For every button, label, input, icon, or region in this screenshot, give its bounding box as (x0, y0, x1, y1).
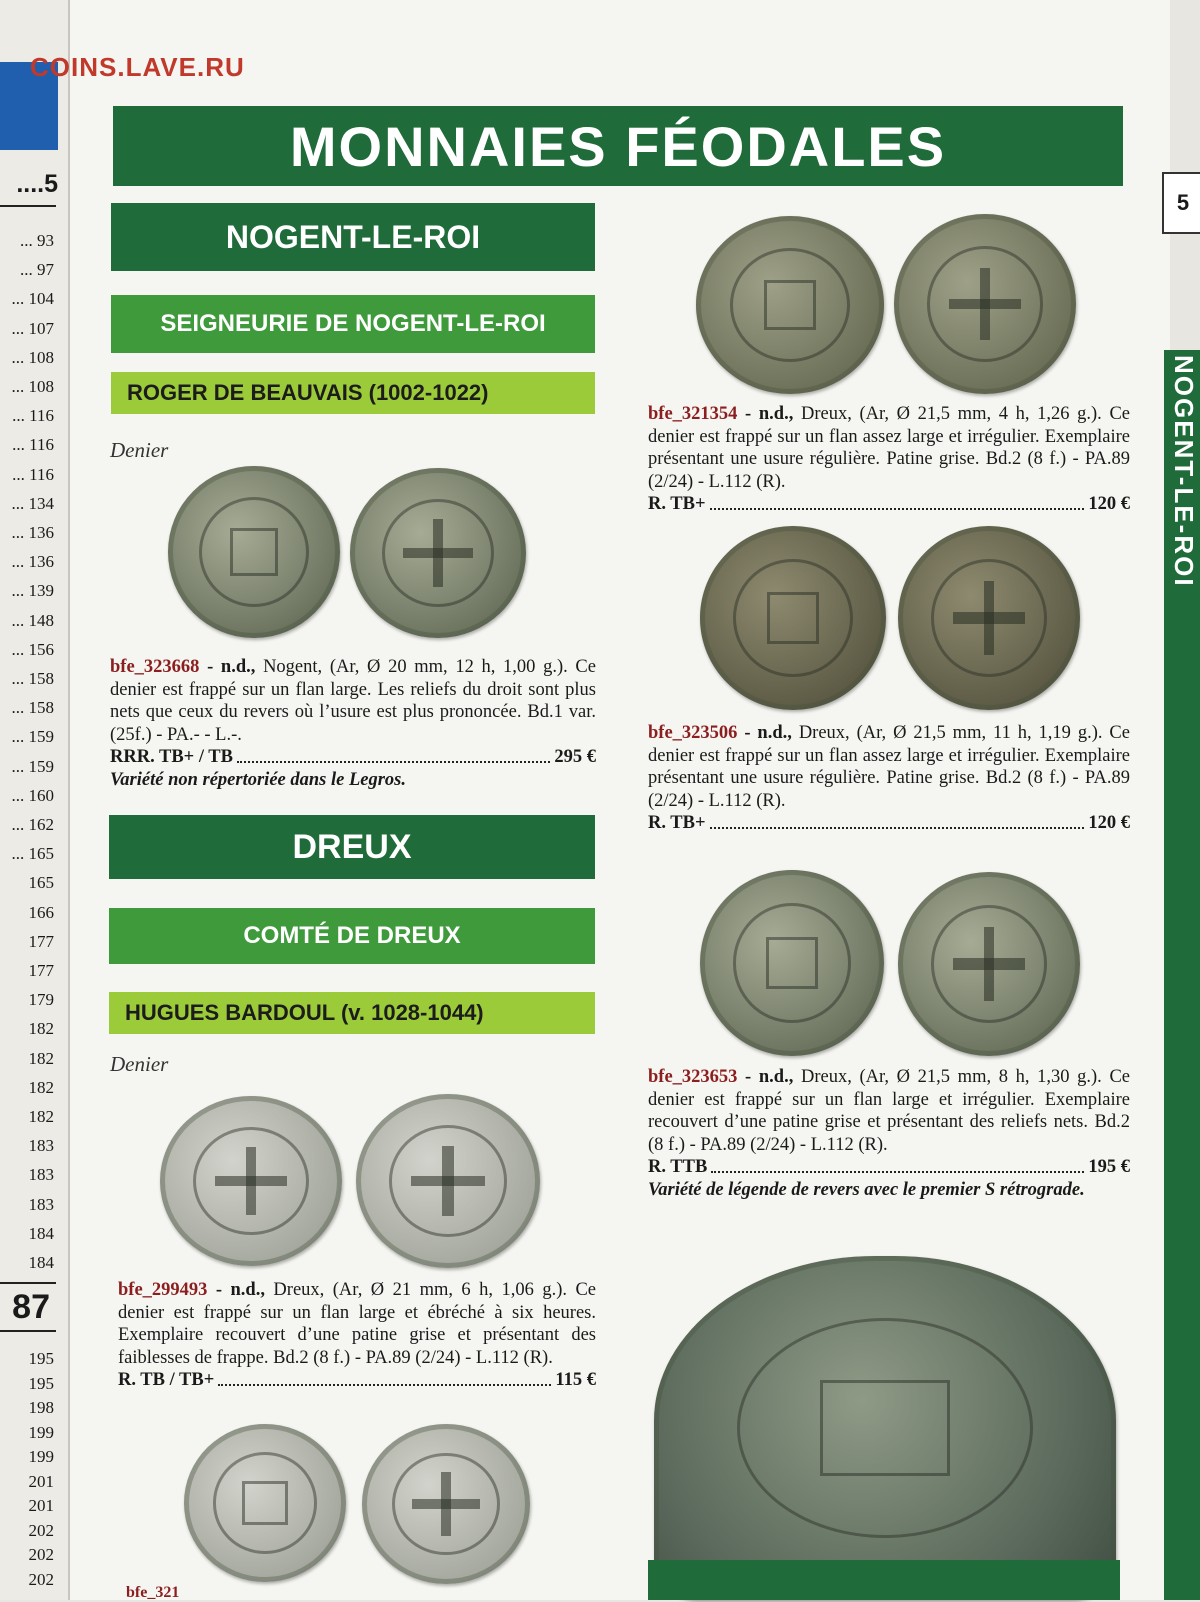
entry-description: Dreux, (Ar, Ø 21,5 mm, 4 h, 1,26 g.). Ce denier est frappé sur un flan assez large et irrégulier. Exemplaire présentant une usure régulière. Patine grise. Bd.2 (8 f.) - PA.89 (2/24) - L.112 (R). (648, 404, 1130, 492)
strip-page-number: ... 93 (20, 231, 54, 250)
catalogue-entry (648, 1066, 1130, 1201)
strip-page-number: ... 136 (11, 523, 54, 542)
strip-page-number: 182 (28, 1107, 54, 1126)
side-band-label: NOGENT-LE-ROI (1169, 355, 1199, 588)
ruler-heading-roger: ROGER DE BEAUVAIS (1002-1022) (111, 372, 595, 414)
strip-page-number: ... 108 (11, 377, 54, 396)
coin-reverse-image (356, 1094, 540, 1268)
price-line (118, 1369, 596, 1392)
strip-page-number: ... 158 (11, 669, 54, 688)
price-line (648, 812, 1130, 835)
lordship-heading-text: SEIGNEURIE DE NOGENT-LE-ROI (160, 310, 546, 337)
bottom-band (648, 1560, 1120, 1600)
catalogue-entry (648, 722, 1130, 835)
strip-page-number: ... 148 (11, 610, 54, 630)
catalogue-entry (110, 656, 596, 791)
entry-reference: bfe_323653 (648, 1067, 738, 1087)
entry-grade: R. TB+ (648, 813, 706, 833)
entry-description: Dreux, (Ar, Ø 21,5 mm, 11 h, 1,19 g.). Ce denier est frappé sur un flan assez large et irrégulier. Exemplaire présentant une usure régulière. Patine grise. Bd.2 (8 f.) - PA.89 (2/24) - L.112 (R). (648, 723, 1130, 811)
strip-page-number: 195 (28, 1373, 54, 1393)
strip-page-number: 165 (28, 873, 54, 893)
region-heading-text: DREUX (292, 827, 412, 866)
coin-obverse-image (700, 526, 886, 710)
strip-page-number: ... 116 (12, 464, 54, 484)
entry-description: Dreux, (Ar, Ø 21 mm, 6 h, 1,06 g.). Ce denier est frappé sur un flan large et ébréché à six heures. Exemplaire recouvert d’une patine grise et présentant des faiblesses de frappe. Bd.2 (8 f.) - PA.89 (2/24) - L.112 (R). (118, 1280, 596, 1368)
entry-grade: R. TB / TB+ (118, 1370, 215, 1390)
entry-description: Nogent, (Ar, Ø 20 mm, 12 h, 1,00 g.). Ce denier est frappé sur un flan large. Les reliefs du droit sont plus nets que ceux du revers où l’usure est plus prononcée. Bd.1 var. (25f.) - PA.- - L.-. (110, 657, 596, 745)
denomination-label: Denier (110, 438, 169, 462)
catalogue-entry (118, 1279, 596, 1392)
coin-obverse-image (168, 466, 340, 638)
coin-obverse-image (696, 216, 884, 394)
entry-date: - n.d., (737, 1067, 794, 1087)
page-title-bar (113, 106, 1123, 186)
coin-obverse-image (700, 870, 884, 1056)
region-heading-text: NOGENT-LE-ROI (225, 218, 481, 255)
strip-page-number: 184 (28, 1253, 54, 1272)
strip-page-number: ... 116 (12, 435, 54, 455)
denomination-label: Denier (110, 1052, 169, 1076)
watermark: COINS.LAVE.RU (30, 52, 245, 82)
strip-page-number: ... 156 (11, 639, 54, 659)
entry-reference: bfe_321354 (648, 404, 738, 424)
strip-rule (0, 1330, 56, 1332)
coin-obverse-image (160, 1096, 342, 1266)
strip-page-number: ... 159 (11, 727, 54, 747)
strip-page-number: 198 (28, 1398, 54, 1417)
strip-page-number: 182 (28, 1019, 54, 1039)
entry-price: 115 € (555, 1370, 596, 1390)
strip-page-number: 182 (28, 1048, 54, 1068)
coin-reverse-image (898, 872, 1080, 1056)
strip-big-number: 87 (12, 1288, 50, 1326)
coin-reverse-image (362, 1424, 530, 1584)
strip-page-number: 199 (28, 1422, 54, 1442)
county-heading-text: COMTÉ DE DREUX (243, 922, 461, 949)
price-line (648, 1156, 1130, 1179)
entry-grade: R. TTB (648, 1157, 708, 1177)
strip-page-number: ... 107 (11, 318, 54, 338)
entry-reference: bfe_323506 (648, 723, 738, 743)
price-line (110, 746, 596, 769)
entry-date: - n.d., (207, 1280, 265, 1300)
entry-price: 195 € (1088, 1157, 1130, 1177)
entry-note: Variété de légende de revers avec le premier S rétrograde. (648, 1179, 1085, 1200)
strip-page-number: 183 (28, 1165, 54, 1185)
strip-chapter-number: ....5 (16, 170, 58, 198)
coin-reverse-image (894, 214, 1076, 394)
strip-page-number: ... 158 (11, 698, 54, 718)
chapter-tab: 5 (1162, 172, 1200, 234)
county-heading (109, 908, 595, 964)
strip-page-number: 202 (28, 1545, 54, 1564)
entry-price: 120 € (1088, 813, 1130, 833)
page-title: MONNAIES FÉODALES (289, 114, 947, 178)
entry-grade: RRR. TB+ / TB (110, 747, 233, 767)
previous-page-strip (0, 0, 70, 1600)
strip-rule (0, 205, 56, 207)
entry-date: - n.d., (737, 723, 792, 743)
entry-description: Dreux, (Ar, Ø 21,5 mm, 8 h, 1,30 g.). Ce denier est frappé sur un flan large et irrégulier. Exemplaire recouvert d’une patine grise et présentant des reliefs nets. Bd.2 (8 f.) - PA.89 (2/24) - L.112 (R). (648, 1067, 1130, 1155)
coin-obverse-image (184, 1424, 346, 1582)
strip-page-number: 179 (28, 990, 54, 1010)
coin-enlargement-image (654, 1256, 1116, 1600)
entry-price: 295 € (554, 747, 596, 767)
strip-page-number: ... 165 (11, 844, 54, 864)
strip-page-number: 184 (28, 1223, 54, 1243)
strip-page-number: 199 (28, 1447, 54, 1466)
entry-price: 120 € (1088, 494, 1130, 514)
strip-page-number: 195 (28, 1349, 54, 1368)
strip-page-number: ... 159 (11, 756, 54, 776)
entry-date: - n.d., (737, 404, 794, 424)
strip-page-number: 202 (28, 1520, 54, 1540)
strip-page-number: 182 (28, 1077, 54, 1097)
strip-page-number: 201 (28, 1471, 54, 1491)
entry-note: Variété non répertoriée dans le Legros. (110, 769, 406, 790)
ruler-heading-hugues: HUGUES BARDOUL (v. 1028-1044) (109, 992, 595, 1034)
strip-page-number: ... 97 (20, 260, 54, 280)
entry-date: - n.d., (199, 657, 256, 677)
strip-page-number: ... 104 (11, 289, 54, 309)
strip-page-number: 183 (28, 1194, 54, 1214)
strip-page-number: 202 (28, 1569, 54, 1589)
entry-reference: bfe_323668 (110, 657, 200, 677)
coin-reverse-image (350, 468, 526, 638)
strip-page-number: 201 (28, 1496, 54, 1515)
strip-page-number: 177 (28, 931, 54, 951)
strip-page-number: 183 (28, 1136, 54, 1156)
strip-page-number: ... 134 (11, 493, 54, 513)
coin-reverse-image (898, 526, 1080, 710)
region-heading-nogent (111, 203, 595, 271)
cut-off-entry-reference: bfe_321 (126, 1584, 180, 1601)
strip-page-number: ... 116 (12, 406, 54, 426)
strip-page-number: 177 (28, 961, 54, 980)
strip-page-number: ... 162 (11, 815, 54, 834)
strip-page-number: ... 136 (11, 552, 54, 572)
strip-page-number: ... 160 (11, 785, 54, 805)
region-heading-dreux (109, 815, 595, 879)
strip-rule (0, 1282, 56, 1284)
catalogue-entry (648, 403, 1130, 516)
entry-grade: R. TB+ (648, 494, 706, 514)
price-line (648, 493, 1130, 516)
entry-reference: bfe_299493 (118, 1280, 208, 1300)
strip-page-number: ... 139 (11, 581, 54, 601)
strip-page-number: ... 108 (11, 347, 54, 367)
strip-page-number: 166 (28, 902, 54, 922)
lordship-heading (111, 295, 595, 353)
